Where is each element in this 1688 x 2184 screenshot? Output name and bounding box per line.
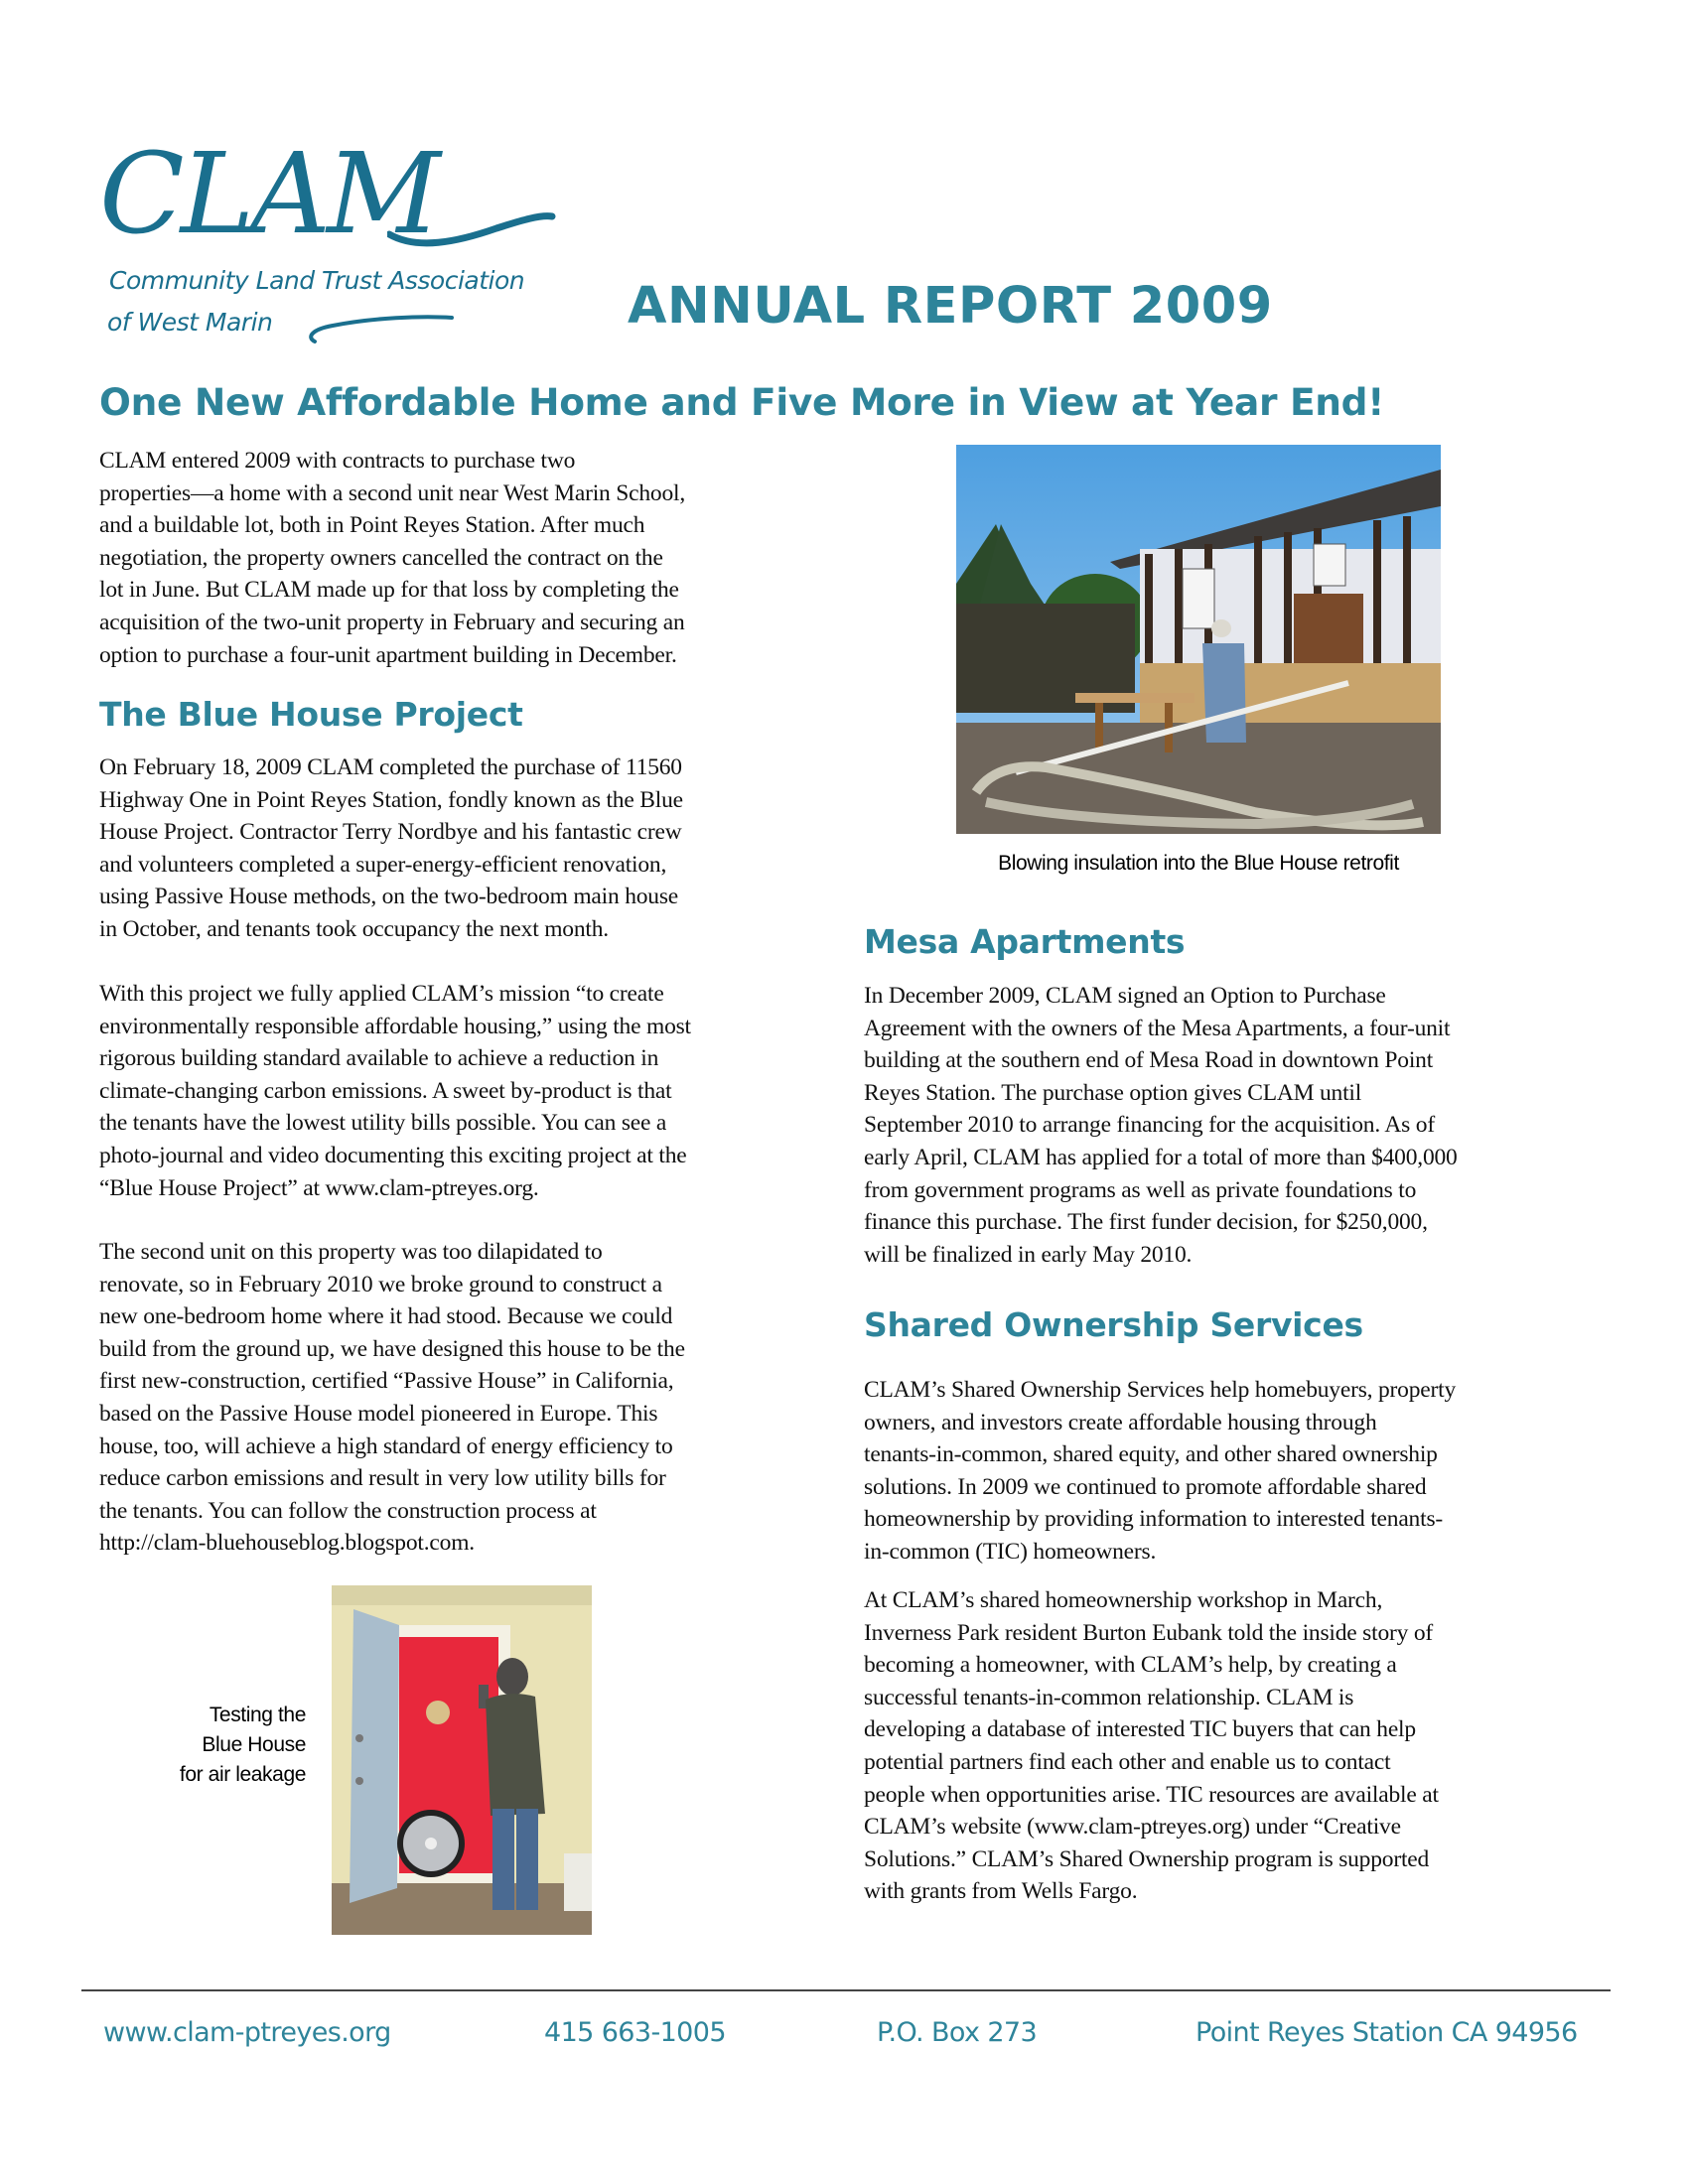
text-line: the tenants have the lowest utility bills possible. You can see a: [99, 1110, 667, 1137]
footer-divider: [81, 1989, 1611, 1991]
footer-po-box: P.O. Box 273: [877, 2017, 1038, 2048]
text-line: reduce carbon emissions and result in very low utility bills for: [99, 1465, 666, 1492]
text-line: solutions. In 2009 we continued to promote affordable shared: [864, 1473, 1427, 1500]
text-line: and volunteers completed a super-energy-efficient renovation,: [99, 851, 667, 878]
text-line: rigorous building standard available to achieve a reduction in: [99, 1045, 659, 1072]
text-line: renovate, so in February 2010 we broke ground to construct a: [99, 1271, 662, 1297]
text-line: acquisition of the two-unit property in February and securing an: [99, 609, 685, 635]
text-line: developing a database of interested TIC buyers that can help: [864, 1716, 1416, 1743]
text-line: potential partners find each other and enable us to contact: [864, 1748, 1391, 1775]
logo: [99, 130, 556, 357]
text-line: with grants from Wells Fargo.: [864, 1878, 1138, 1905]
text-line: lot in June. But CLAM made up for that loss by completing the: [99, 577, 679, 604]
text-line: negotiation, the property owners cancelled the contract on the: [99, 544, 663, 571]
text-line: people when opportunities arise. TIC resources are available at: [864, 1781, 1439, 1808]
text-line: environmentally responsible affordable housing,” using the most: [99, 1013, 691, 1039]
text-line: CLAM’s Shared Ownership Services help homebuyers, property: [864, 1377, 1457, 1403]
blower-door-photo: [332, 1585, 592, 1935]
logo-swoosh-top: [387, 199, 556, 258]
text-line: the tenants. You can follow the construction process at: [99, 1497, 597, 1524]
footer-website-link[interactable]: www.clam-ptreyes.org: [103, 2017, 391, 2048]
text-line: The second unit on this property was too dilapidated to: [99, 1239, 603, 1265]
text-line: successful tenants-in-common relationship. CLAM is: [864, 1684, 1354, 1710]
text-line: Agreement with the owners of the Mesa Apartments, a four-unit: [864, 1015, 1451, 1041]
text-line: option to purchase a four-unit apartment building in December.: [99, 641, 677, 668]
insulation-photo-caption: Blowing insulation into the Blue House retrofit: [998, 852, 1399, 875]
text-line: With this project we fully applied CLAM’s mission “to create: [99, 981, 664, 1007]
mesa-paragraph: [864, 980, 1458, 1271]
logo-swoosh-bottom: [303, 308, 462, 347]
text-line: tenants-in-common, shared equity, and other shared ownership: [864, 1441, 1438, 1468]
text-line: in October, and tenants took occupancy the next month.: [99, 915, 609, 942]
text-line: CLAM entered 2009 with contracts to purchase two: [99, 448, 576, 474]
text-line: Highway One in Point Reyes Station, fondly known as the Blue: [99, 786, 683, 813]
text-line: “Blue House Project” at www.clam-ptreyes.org.: [99, 1174, 539, 1201]
text-line: House Project. Contractor Terry Nordbye and his fantastic crew: [99, 819, 682, 846]
text-line: first new-construction, certified “Passive House” in California,: [99, 1368, 674, 1395]
text-line: building at the southern end of Mesa Road in downtown Point: [864, 1047, 1434, 1074]
main-heading: One New Affordable Home and Five More in View at Year End!: [99, 380, 1385, 424]
caption-line: Blue House: [202, 1733, 306, 1756]
insulation-photo: [956, 445, 1441, 834]
text-line: Solutions.” CLAM’s Shared Ownership program is supported: [864, 1845, 1430, 1872]
text-line: climate-changing carbon emissions. A sweet by-product is that: [99, 1077, 672, 1104]
caption-line: Testing the: [209, 1704, 306, 1726]
text-line: and a buildable lot, both in Point Reyes Station. After much: [99, 512, 645, 539]
text-line: photo-journal and video documenting this exciting project at the: [99, 1142, 687, 1168]
text-line: in-common (TIC) homeowners.: [864, 1538, 1157, 1565]
caption-line: for air leakage: [179, 1763, 306, 1786]
text-line: becoming a homeowner, with CLAM’s help, by creating a: [864, 1652, 1397, 1679]
text-line: properties—a home with a second unit near West Marin School,: [99, 479, 686, 506]
text-line: owners, and investors create affordable housing through: [864, 1409, 1377, 1435]
shared-paragraph-2: [864, 1584, 1439, 1908]
logo-mark: CLAM: [99, 130, 437, 259]
text-line: new one-bedroom home where it had stood. Because we could: [99, 1303, 673, 1330]
text-line: homeownership by providing information to interested tenants-: [864, 1506, 1444, 1533]
shared-paragraph-1: [864, 1374, 1456, 1569]
text-line: CLAM’s website (www.clam-ptreyes.org) under “Creative: [864, 1814, 1401, 1841]
text-line: Reyes Station. The purchase option gives CLAM until: [864, 1079, 1362, 1106]
shared-ownership-heading: Shared Ownership Services: [864, 1305, 1363, 1344]
text-line: based on the Passive House model pioneered in Europe. This: [99, 1400, 658, 1427]
text-line: Inverness Park resident Burton Eubank told the inside story of: [864, 1619, 1434, 1646]
blue-house-heading: The Blue House Project: [99, 695, 523, 734]
text-line: In December 2009, CLAM signed an Option to Purchase: [864, 983, 1386, 1009]
text-line: September 2010 to arrange financing for the acquisition. As of: [864, 1112, 1435, 1139]
blue-house-paragraph-2: [99, 978, 691, 1204]
text-line: build from the ground up, we have designed this house to be the: [99, 1335, 685, 1362]
blue-house-paragraph-3: [99, 1236, 685, 1560]
report-title: ANNUAL REPORT 2009: [628, 277, 1273, 336]
blue-house-paragraph-1: [99, 751, 683, 946]
text-line: http://clam-bluehouseblog.blogspot.com.: [99, 1530, 475, 1557]
footer-address: Point Reyes Station CA 94956: [1196, 2017, 1578, 2048]
footer-phone: 415 663-1005: [544, 2017, 726, 2048]
mesa-heading: Mesa Apartments: [864, 922, 1186, 961]
blower-door-illustration: [332, 1585, 592, 1935]
insulation-illustration: [956, 445, 1441, 834]
logo-line-1: Community Land Trust Association: [109, 266, 525, 295]
text-line: At CLAM’s shared homeownership workshop in March,: [864, 1587, 1383, 1613]
text-line: from government programs as well as private foundations to: [864, 1176, 1417, 1203]
text-line: On February 18, 2009 CLAM completed the purchase of 11560: [99, 754, 682, 780]
text-line: finance this purchase. The first funder decision, for $250,000,: [864, 1209, 1428, 1236]
logo-line-2: of West Marin: [107, 308, 273, 337]
blower-door-caption: [149, 1701, 306, 1790]
text-line: early April, CLAM has applied for a total of more than $400,000: [864, 1144, 1458, 1170]
text-line: will be finalized in early May 2010.: [864, 1241, 1193, 1268]
intro-paragraph: [99, 445, 685, 671]
text-line: house, too, will achieve a high standard of energy efficiency to: [99, 1433, 673, 1459]
text-line: using Passive House methods, on the two-bedroom main house: [99, 884, 679, 910]
